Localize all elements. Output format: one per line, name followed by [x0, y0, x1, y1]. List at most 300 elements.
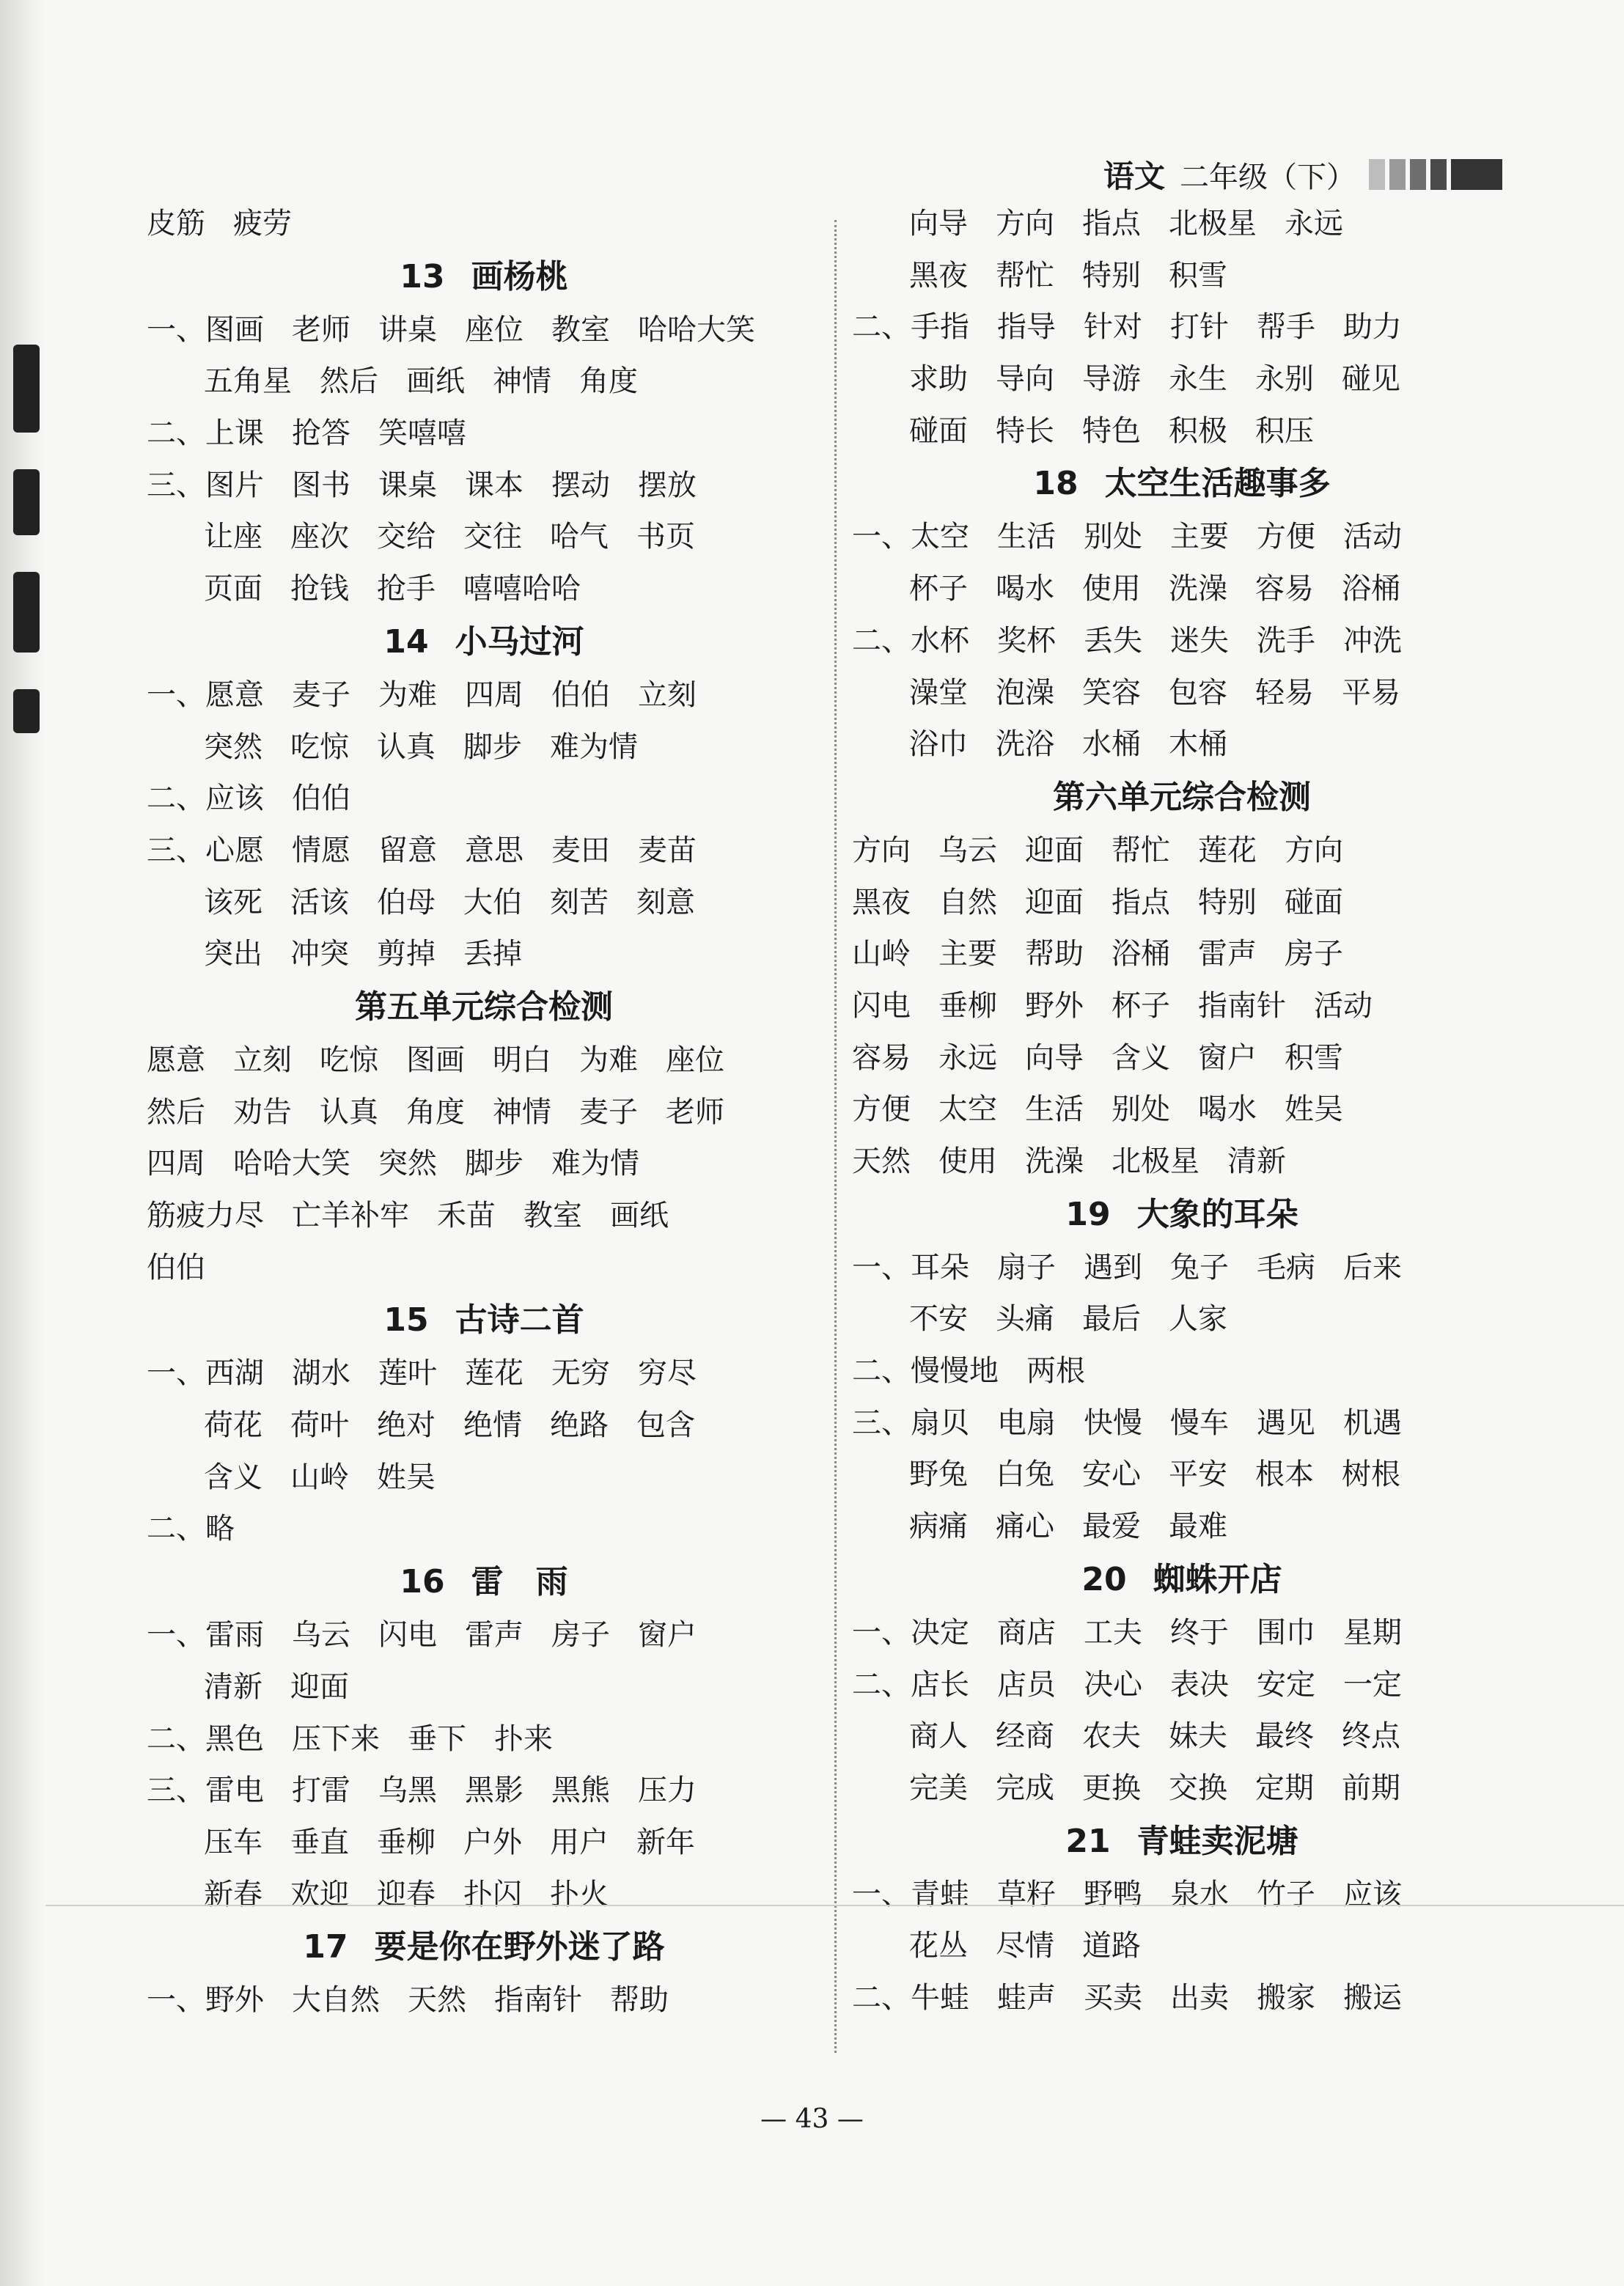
answer-word: 户外 — [463, 1825, 522, 1859]
answer-word: 兔子 — [1170, 1250, 1229, 1285]
answer-word: 丢掉 — [463, 937, 522, 971]
answer-word: 黑熊 — [551, 1774, 610, 1808]
grade-label: 二年级（下） — [1180, 160, 1356, 194]
answer-word: 角度 — [579, 364, 638, 399]
answer-word: 山岭 — [852, 937, 911, 971]
answer-word: 突然 — [378, 1147, 437, 1181]
answer-line — [147, 1190, 821, 1242]
answer-line — [147, 825, 821, 877]
answer-word: 活动 — [1343, 520, 1402, 554]
answer-word: 终点 — [1342, 1719, 1400, 1754]
answer-word: 容易 — [1255, 572, 1314, 606]
answer-word: 积压 — [1255, 414, 1314, 448]
answer-word: 永远 — [938, 1040, 997, 1075]
page-fold-line — [45, 1905, 1624, 1906]
answer-word: 尽情 — [996, 1929, 1054, 1963]
answer-word: 围巾 — [1257, 1615, 1315, 1650]
answer-word: 耳朵 — [911, 1250, 969, 1285]
lesson-number: 17 — [303, 1928, 348, 1966]
answer-word: 迎面 — [1025, 885, 1084, 919]
answer-word: 角度 — [406, 1095, 465, 1129]
answer-line — [852, 667, 1512, 719]
answer-line — [147, 1138, 821, 1190]
answer-word: 野鸭 — [1084, 1877, 1142, 1911]
question-label: 三、 — [147, 468, 205, 502]
answer-word: 画纸 — [406, 364, 465, 399]
answer-word: 浴桶 — [1342, 572, 1400, 606]
answer-line — [147, 1348, 821, 1400]
answer-word: 向导 — [909, 207, 968, 240]
lesson-title — [147, 1920, 821, 1974]
answer-word: 图片 — [205, 468, 264, 502]
answer-word: 帮助 — [1025, 937, 1084, 971]
answer-word: 吃惊 — [320, 1043, 378, 1077]
question-label: 一、 — [852, 1250, 911, 1285]
answer-word: 最终 — [1255, 1719, 1314, 1754]
answer-word: 留意 — [378, 833, 437, 867]
answer-line — [852, 980, 1512, 1032]
answer-word: 清新 — [204, 1669, 262, 1704]
answer-word: 吃惊 — [290, 729, 349, 764]
answer-word: 工夫 — [1084, 1615, 1142, 1650]
answer-word: 使用 — [938, 1144, 997, 1178]
lesson-number: 15 — [383, 1301, 429, 1339]
answer-word: 竹子 — [1257, 1877, 1315, 1911]
answer-word: 花丛 — [909, 1929, 968, 1963]
lesson-title-text: 太空生活趣事多 — [1104, 465, 1331, 503]
answer-word: 轻易 — [1255, 675, 1314, 710]
answer-word: 用户 — [550, 1825, 609, 1859]
answer-word: 两根 — [1026, 1354, 1085, 1389]
answer-word: 农夫 — [1082, 1719, 1141, 1754]
answer-word: 手指 — [911, 310, 969, 345]
answer-word: 荷花 — [204, 1408, 262, 1443]
header-bar — [1369, 159, 1385, 190]
answer-word: 姓吴 — [377, 1460, 436, 1494]
answer-word: 座位 — [666, 1043, 724, 1077]
answer-word: 容易 — [852, 1040, 911, 1075]
lesson-title — [147, 1555, 821, 1609]
answer-word: 窗户 — [1198, 1040, 1257, 1075]
answer-word: 迎面 — [1025, 833, 1084, 867]
answer-word: 慢车 — [1170, 1405, 1229, 1440]
answer-word: 然后 — [320, 364, 378, 399]
question-label: 二、 — [852, 1667, 911, 1702]
answer-word: 搬运 — [1343, 1980, 1402, 2015]
answer-word: 天然 — [852, 1144, 911, 1178]
answer-word: 欢迎 — [290, 1877, 349, 1911]
answer-word: 认真 — [320, 1095, 378, 1129]
answer-word: 黑影 — [465, 1774, 523, 1808]
answer-word: 最后 — [1082, 1302, 1141, 1337]
question-label: 一、 — [147, 312, 205, 347]
answer-word: 新春 — [204, 1877, 262, 1911]
answer-word: 木桶 — [1169, 727, 1227, 762]
answer-word: 页面 — [204, 572, 262, 606]
question-label: 三、 — [147, 1774, 205, 1808]
answer-word: 四周 — [147, 1147, 205, 1181]
answer-word: 皮筋 — [147, 207, 205, 240]
answer-word: 大伯 — [463, 885, 522, 919]
answer-line — [852, 718, 1512, 771]
answer-word: 西湖 — [205, 1356, 264, 1391]
answer-word: 打雷 — [292, 1774, 350, 1808]
answer-word: 商人 — [909, 1719, 968, 1754]
lesson-title — [147, 615, 821, 669]
page-header — [1103, 152, 1507, 196]
answer-word: 垂下 — [408, 1721, 466, 1756]
answer-word: 特色 — [1082, 414, 1141, 448]
answer-word: 包含 — [636, 1408, 695, 1443]
answer-word: 自然 — [938, 885, 997, 919]
answer-word: 乌黑 — [378, 1774, 437, 1808]
answer-line — [147, 1609, 821, 1661]
answer-word: 包容 — [1169, 675, 1227, 710]
answer-word: 麦子 — [292, 677, 350, 712]
left-answer-column — [147, 198, 821, 2026]
answer-word: 笑嘻嘻 — [378, 416, 466, 451]
question-label: 二、 — [852, 310, 911, 345]
answer-word: 永别 — [1255, 362, 1314, 397]
answer-word: 为难 — [378, 677, 437, 712]
answer-word: 湖水 — [292, 1356, 350, 1391]
header-bar — [1410, 159, 1426, 190]
answer-word: 图画 — [205, 312, 264, 347]
answer-line — [852, 1710, 1512, 1763]
answer-line — [147, 563, 821, 615]
answer-word: 道路 — [1082, 1929, 1141, 1963]
answer-word: 哈哈大笑 — [233, 1147, 350, 1181]
answer-word: 方向 — [852, 833, 911, 867]
answer-word: 压下来 — [292, 1721, 380, 1756]
answer-word: 特长 — [996, 414, 1054, 448]
answer-word: 座次 — [290, 520, 349, 554]
answer-line — [147, 1087, 821, 1139]
answer-word: 安定 — [1257, 1667, 1315, 1702]
answer-word: 神情 — [493, 364, 551, 399]
answer-word: 麦子 — [579, 1095, 638, 1129]
answer-word: 方向 — [1285, 833, 1343, 867]
answer-word: 泡澡 — [996, 675, 1054, 710]
answer-word: 太空 — [911, 520, 969, 554]
answer-word: 麦田 — [551, 833, 610, 867]
answer-word: 难为情 — [550, 729, 638, 764]
lesson-title — [852, 1553, 1512, 1607]
answer-word: 指南针 — [1198, 988, 1286, 1023]
answer-word: 抢答 — [292, 416, 350, 451]
answer-word: 莲花 — [465, 1356, 523, 1391]
answer-word: 乌云 — [938, 833, 997, 867]
answer-word: 书页 — [636, 520, 695, 554]
answer-word: 大自然 — [292, 1983, 380, 2018]
answer-line — [852, 928, 1512, 980]
answer-word: 立刻 — [233, 1043, 292, 1077]
lesson-number: 16 — [400, 1563, 445, 1601]
answer-word: 特别 — [1082, 258, 1141, 293]
answer-line — [147, 1974, 821, 2026]
answer-word: 野外 — [1025, 988, 1084, 1023]
answer-line — [852, 1659, 1512, 1711]
answer-line — [147, 511, 821, 563]
answer-line — [147, 669, 821, 721]
answer-word: 慢慢地 — [911, 1354, 999, 1389]
lesson-title — [852, 1188, 1512, 1242]
answer-word: 清新 — [1227, 1144, 1286, 1178]
answer-word: 笑容 — [1082, 675, 1141, 710]
answer-word: 伯母 — [377, 885, 436, 919]
answer-word: 新年 — [636, 1825, 695, 1859]
answer-word: 表决 — [1170, 1667, 1229, 1702]
lesson-title-text: 青蛙卖泥塘 — [1136, 1822, 1298, 1860]
answer-word: 指点 — [1112, 885, 1170, 919]
lesson-title-text: 要是你在野外迷了路 — [374, 1928, 665, 1966]
answer-word: 含义 — [1112, 1040, 1170, 1075]
answer-word: 针对 — [1084, 310, 1142, 345]
question-label: 一、 — [147, 1618, 205, 1653]
answer-word: 打针 — [1170, 310, 1229, 345]
answer-line — [147, 1661, 821, 1713]
answer-line — [852, 405, 1512, 457]
answer-line — [852, 563, 1512, 615]
answer-word: 穷尽 — [638, 1356, 697, 1391]
answer-word: 嘻嘻哈哈 — [463, 572, 581, 606]
answer-word: 前期 — [1342, 1771, 1400, 1805]
lesson-number: 18 — [1033, 465, 1079, 503]
answer-word: 特别 — [1198, 885, 1257, 919]
question-label: 一、 — [852, 1615, 911, 1650]
answer-word: 头痛 — [996, 1302, 1054, 1337]
question-label: 一、 — [852, 1877, 911, 1911]
header-bar — [1451, 159, 1502, 190]
lesson-title-text: 雷 雨 — [471, 1563, 568, 1601]
lesson-title — [852, 457, 1512, 511]
column-divider — [834, 220, 837, 2053]
answer-line — [852, 1397, 1512, 1449]
page-number: — 43 — — [760, 2104, 864, 2134]
answer-word: 更换 — [1082, 1771, 1141, 1805]
answer-word: 商店 — [997, 1615, 1056, 1650]
answer-word: 决定 — [911, 1615, 969, 1650]
answer-word: 人家 — [1169, 1302, 1227, 1337]
answer-word: 不安 — [909, 1302, 968, 1337]
answer-word: 北极星 — [1112, 1144, 1199, 1178]
answer-word: 喝水 — [1198, 1092, 1257, 1127]
answer-word: 情愿 — [292, 833, 350, 867]
answer-word: 座位 — [465, 312, 523, 347]
answer-word: 摆放 — [638, 468, 697, 502]
binding-mark — [13, 572, 40, 653]
answer-word: 让座 — [204, 520, 262, 554]
question-label: 一、 — [147, 677, 205, 712]
answer-word: 闪电 — [852, 988, 911, 1023]
answer-line — [852, 353, 1512, 405]
answer-word: 永远 — [1285, 207, 1343, 240]
answer-line — [852, 1501, 1512, 1553]
answer-word: 为难 — [579, 1043, 638, 1077]
answer-word: 摆动 — [551, 468, 610, 502]
answer-word: 搬家 — [1257, 1980, 1315, 2015]
question-label: 二、 — [852, 623, 911, 658]
answer-word: 遇见 — [1257, 1405, 1315, 1440]
answer-word: 应该 — [1343, 1877, 1402, 1911]
answer-word: 伯伯 — [292, 782, 350, 816]
answer-word: 愿意 — [205, 677, 264, 712]
answer-word: 脚步 — [463, 729, 522, 764]
answer-word: 刻苦 — [550, 885, 609, 919]
answer-word: 后来 — [1343, 1250, 1402, 1285]
answer-word: 雷声 — [1198, 937, 1257, 971]
answer-word: 图书 — [292, 468, 350, 502]
answer-word: 愿意 — [147, 1043, 205, 1077]
answer-word: 澡堂 — [909, 675, 968, 710]
answer-line — [147, 408, 821, 460]
answer-line — [147, 1765, 821, 1817]
answer-word: 野兔 — [909, 1458, 968, 1492]
answer-line — [147, 1869, 821, 1921]
header-decoration-bars — [1369, 159, 1507, 190]
answer-word: 店长 — [911, 1667, 969, 1702]
question-label: 一、 — [147, 1356, 205, 1391]
answer-word: 乌云 — [292, 1618, 350, 1653]
answer-word: 垂柳 — [377, 1825, 436, 1859]
answer-line — [852, 1242, 1512, 1294]
question-label: 三、 — [147, 833, 205, 867]
answer-line — [147, 1452, 821, 1504]
answer-line — [852, 250, 1512, 302]
answer-word: 白兔 — [996, 1458, 1054, 1492]
answer-word: 一定 — [1343, 1667, 1402, 1702]
answer-word: 导游 — [1082, 362, 1141, 397]
answer-word: 亡羊补牢 — [292, 1199, 409, 1232]
answer-word: 别处 — [1112, 1092, 1170, 1127]
answer-word: 无穷 — [551, 1356, 610, 1391]
answer-word: 决心 — [1084, 1667, 1142, 1702]
answer-word: 雷声 — [465, 1618, 523, 1653]
lesson-title-text: 大象的耳朵 — [1136, 1195, 1298, 1233]
answer-word: 教室 — [551, 312, 610, 347]
answer-word: 交给 — [377, 520, 436, 554]
answer-word: 扇贝 — [911, 1405, 969, 1440]
lesson-number: 21 — [1065, 1822, 1111, 1860]
answer-word: 牛蛙 — [911, 1980, 969, 2015]
answer-word: 五角星 — [204, 364, 292, 399]
lesson-title-text: 第五单元综合检测 — [355, 988, 613, 1026]
answer-line — [852, 511, 1512, 563]
answer-word: 买卖 — [1084, 1980, 1142, 2015]
answer-word: 积雪 — [1169, 258, 1227, 293]
answer-word: 荷叶 — [290, 1408, 349, 1443]
answer-word: 泉水 — [1170, 1877, 1229, 1911]
answer-word: 平安 — [1169, 1458, 1227, 1492]
answer-word: 抢钱 — [290, 572, 349, 606]
question-label: 二、 — [147, 1512, 205, 1546]
answer-word: 快慢 — [1084, 1405, 1142, 1440]
question-label: 一、 — [147, 1983, 205, 2018]
answer-word: 青蛙 — [911, 1877, 969, 1911]
answer-word: 求助 — [909, 362, 968, 397]
answer-word: 永生 — [1169, 362, 1227, 397]
answer-word: 黑夜 — [852, 885, 911, 919]
answer-word: 活动 — [1314, 988, 1373, 1023]
answer-word: 老师 — [666, 1095, 724, 1129]
lesson-title — [852, 771, 1512, 825]
answer-word: 该死 — [204, 885, 262, 919]
question-label: 一、 — [852, 520, 911, 554]
answer-word: 垂直 — [290, 1825, 349, 1859]
answer-word: 雷电 — [205, 1774, 264, 1808]
answer-word: 含义 — [204, 1460, 262, 1494]
answer-word: 北极星 — [1169, 207, 1257, 240]
answer-word: 明白 — [493, 1043, 551, 1077]
answer-word: 闪电 — [378, 1618, 437, 1653]
answer-word: 雷雨 — [205, 1618, 264, 1653]
answer-word: 积极 — [1169, 414, 1227, 448]
answer-word: 水杯 — [911, 623, 969, 658]
answer-word: 蛙声 — [997, 1980, 1056, 2015]
lesson-title — [147, 980, 821, 1034]
answer-word: 迷失 — [1170, 623, 1229, 658]
answer-word: 立刻 — [638, 677, 697, 712]
answer-line — [852, 198, 1512, 250]
question-label: 二、 — [147, 1721, 205, 1756]
answer-word: 奖杯 — [997, 623, 1056, 658]
answer-line — [852, 1449, 1512, 1501]
answer-word: 房子 — [551, 1618, 610, 1653]
answer-word: 教室 — [523, 1199, 582, 1232]
lesson-title — [852, 1815, 1512, 1869]
question-label: 二、 — [147, 782, 205, 816]
answer-word: 根本 — [1255, 1458, 1314, 1492]
answer-word: 碰面 — [909, 414, 968, 448]
answer-word: 黑夜 — [909, 258, 968, 293]
header-bar — [1430, 159, 1447, 190]
answer-word: 主要 — [938, 937, 997, 971]
answer-word: 痛心 — [996, 1510, 1054, 1544]
answer-word: 莲叶 — [378, 1356, 437, 1391]
answer-word: 认真 — [377, 729, 436, 764]
answer-word: 刻意 — [636, 885, 695, 919]
answer-word: 略 — [205, 1512, 235, 1546]
answer-word: 压车 — [204, 1825, 262, 1859]
answer-word: 伯伯 — [147, 1250, 205, 1285]
answer-word: 帮忙 — [1112, 833, 1170, 867]
answer-word: 出卖 — [1170, 1980, 1229, 2015]
question-label: 二、 — [147, 416, 205, 451]
answer-line — [147, 773, 821, 825]
answer-word: 最爱 — [1082, 1510, 1141, 1544]
answer-word: 难为情 — [551, 1147, 639, 1181]
answer-word: 活该 — [290, 885, 349, 919]
answer-word: 主要 — [1170, 520, 1229, 554]
answer-word: 帮忙 — [996, 258, 1054, 293]
answer-word: 天然 — [408, 1983, 466, 2018]
answer-line — [147, 1817, 821, 1869]
answer-line — [852, 1084, 1512, 1136]
answer-word: 方向 — [996, 207, 1054, 240]
answer-word: 机遇 — [1343, 1405, 1402, 1440]
answer-word: 扑火 — [550, 1877, 609, 1911]
answer-line — [852, 1607, 1512, 1659]
answer-line — [852, 1763, 1512, 1815]
question-label: 二、 — [852, 1354, 911, 1389]
answer-line — [852, 1136, 1512, 1188]
answer-word: 积雪 — [1285, 1040, 1343, 1075]
answer-word: 洗澡 — [1169, 572, 1227, 606]
answer-word: 方便 — [1257, 520, 1315, 554]
answer-line — [852, 1345, 1512, 1397]
answer-word: 心愿 — [205, 833, 264, 867]
question-label: 二、 — [852, 1980, 911, 2015]
